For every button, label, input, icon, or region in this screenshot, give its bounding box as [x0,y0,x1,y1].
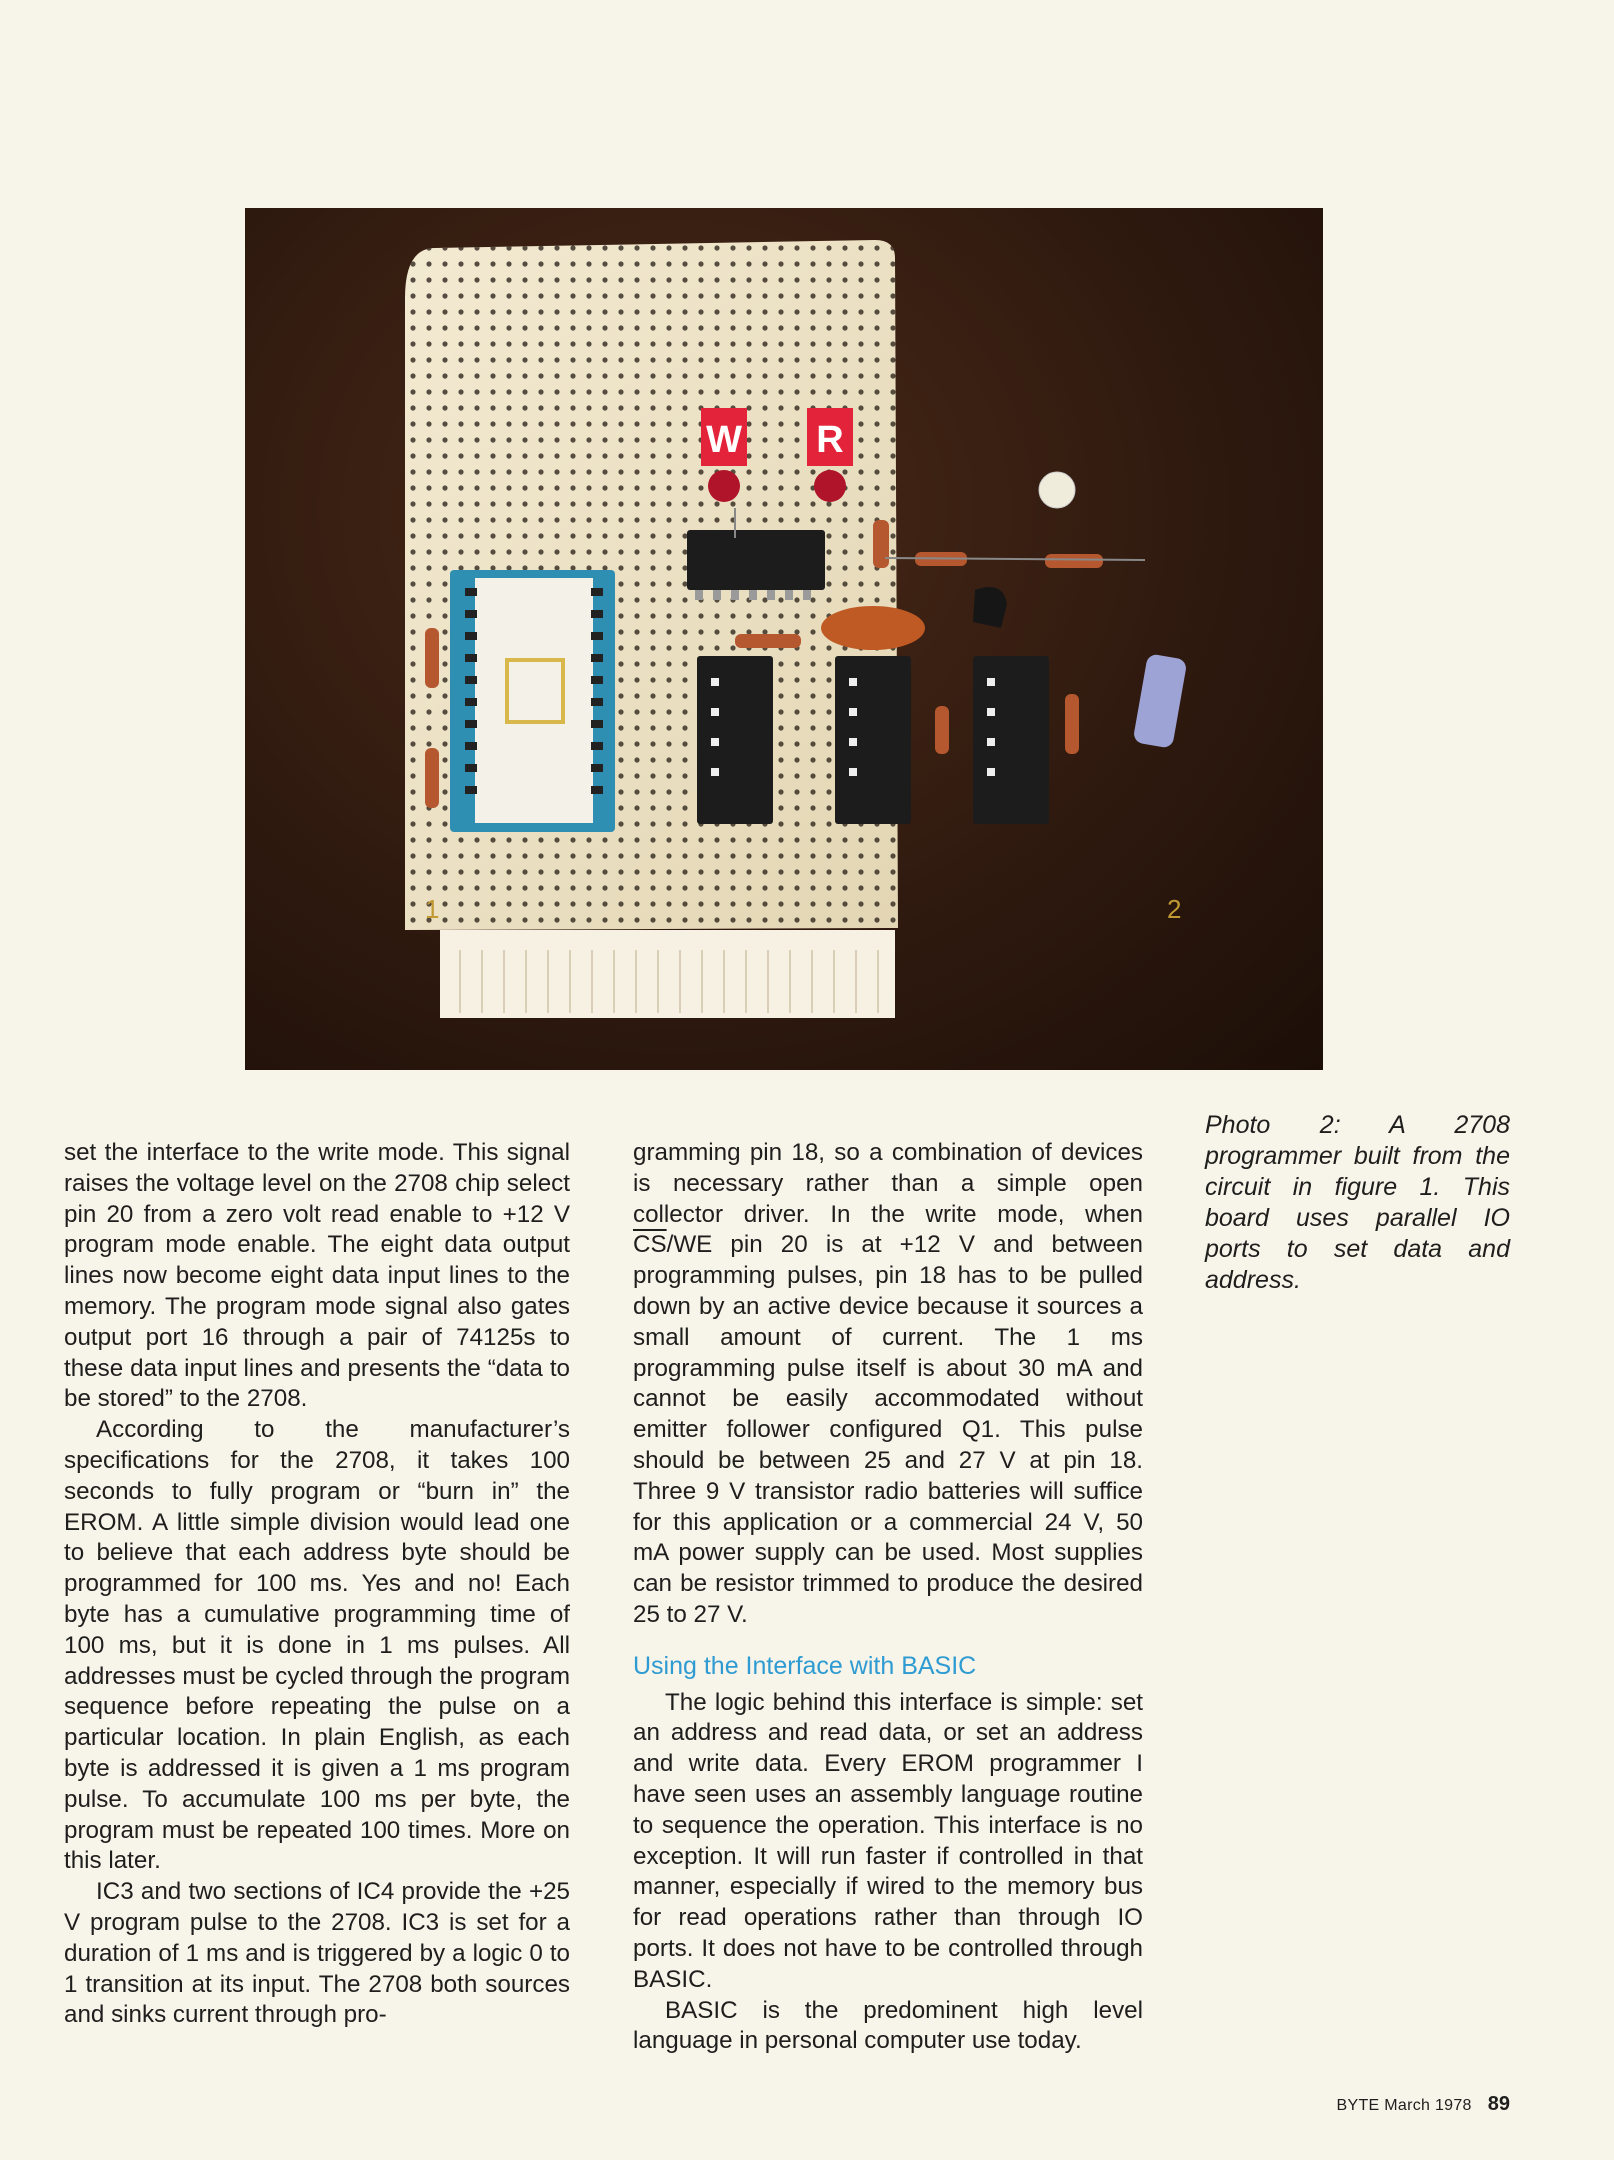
article-column-1 [64,1138,570,2031]
circuit-board-photo [245,208,1323,1070]
section-heading: Using the Interface with BASIC [633,1651,977,1680]
paragraph: gramming pin 18, so a combination of devices is necessary rather than a simple open collector driver. In the write mode, when $\overline{CS}/WE$ pin 20 is at +12 V and between programming pulses, pin 18 has to be pulled down by an active device because it sources a small amount of current. The 1 ms programming pulse itself is about 30 mA and cannot be easily accommodated without emitter follower configured Q1. This pulse should be between 25 and 27 V at pin 18. Three 9 V transistor radio batteries will suffice for this application or a commercial 24 V, 50 mA power supply can be used. Most supplies can be resistor trimmed to produce the desired 25 to 27 V. [633,1139,1143,1628]
paragraph: set the interface to the write mode. This signal raises the voltage level on the 2708 chip select pin 20 from a zero volt read enable to +12 V program mode enable. The eight data output lines now become eight data input lines to the memory. The program mode signal also gates output port 16 through a pair of 74125s to these data input lines and presents the “data to be stored” to the 2708. [64,1139,570,1413]
led-label-w: W [706,419,742,461]
paragraph: According to the manufacturer’s specifications for the 2708, it takes 100 seconds to fully program or “burn in” the EROM. A little simple division would lead one to believe that each address byte should be programmed for 100 ms. Yes and no! Each byte has a cumulative programming time of 100 ms, but it is done in 1 ms pulses. All addresses must be cycled through the program sequence before repeating the pulse on a particular location. In plain English, as each byte is addressed it is given a 1 ms program pulse. To accumulate 100 ms per byte, the program must be repeated 100 times. More on this later. [64,1416,570,1875]
page-number: 89 [1487,2093,1510,2115]
capacitor-orange [821,606,925,650]
ic-row [697,656,1049,824]
eprom-socket [450,570,615,832]
pin-label-1: 1 [425,894,440,924]
magazine-issue: BYTE March 1978 [1336,2097,1472,2114]
photo-caption: Photo 2: A 2708 programmer built from the circuit in figure 1. This board uses parallel IO ports to set data and address. [1205,1111,1510,1294]
page-footer [1320,2093,1510,2116]
paragraph: BASIC is the predominent high level language in personal computer use today. [633,1996,1143,2055]
article-column-2 [633,1138,1143,2057]
overlined-signal: $\overline{CS}$ [633,1231,667,1259]
paragraph: The logic behind this interface is simple: set an address and read data, or set an address and write data. Every EROM programmer I have seen uses an assembly language routine to sequence the operation. This interface is no exception. It will run faster if controlled in that manner, especially if wired to the memory bus for read operations rather than through IO ports. It does not have to be controlled through BASIC. [633,1688,1143,1993]
transistor [973,587,1007,628]
pin-label-2: 2 [1167,894,1182,924]
led-label-r: R [816,419,844,461]
capacitor-electrolytic [1132,653,1187,749]
paragraph: IC3 and two sections of IC4 provide the +25 V program pulse to the 2708. IC3 is set for a duration of 1 ms and is triggered by a logic 0 to 1 transition at its input. The 2708 both sources and sinks current through pro- [64,1878,570,2029]
ic-top [687,530,825,600]
